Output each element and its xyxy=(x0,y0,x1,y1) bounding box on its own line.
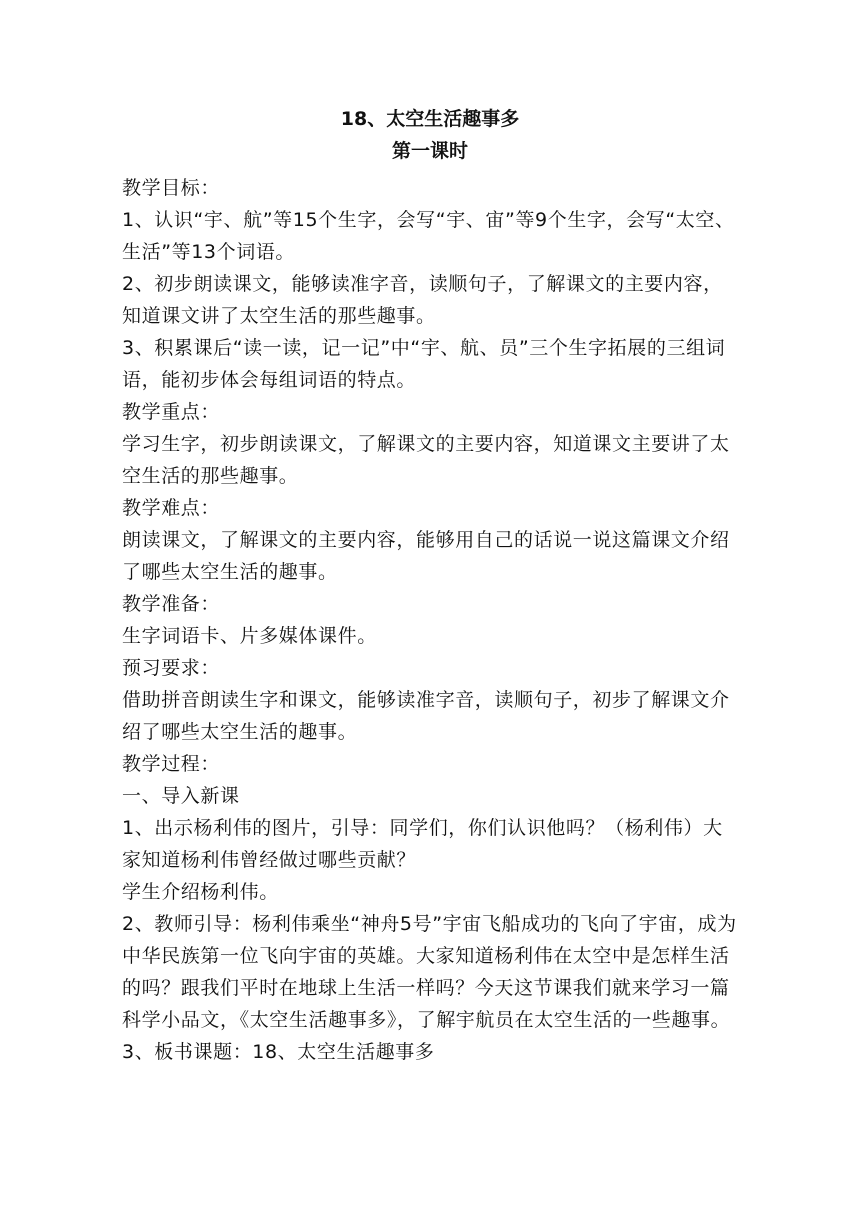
key-points-text: 学习生字，初步朗读课文，了解课文的主要内容，知道课文主要讲了太空生活的那些趣事。 xyxy=(122,433,730,487)
key-points-heading: 教学重点： xyxy=(122,401,221,423)
goal-3: 3、积累课后“读一读，记一记”中“宇、航、员”三个生字拓展的三组词语，能初步体会每组词语的特点。 xyxy=(122,337,726,391)
preview-heading: 预习要求： xyxy=(122,657,221,679)
difficult-points-text: 朗读课文，了解课文的主要内容，能够用自己的话说一说这篇课文介绍了哪些太空生活的趣事。 xyxy=(122,529,730,583)
preparation-text: 生字词语卡、片多媒体课件。 xyxy=(122,625,377,647)
step-3: 3、板书课题：18、太空生活趣事多 xyxy=(122,1041,435,1063)
step-intro: 一、导入新课 xyxy=(122,785,240,807)
step-1b: 学生介绍杨利伟。 xyxy=(122,881,279,903)
step-2: 2、教师引导：杨利伟乘坐“神舟5号”宇宙飞船成功的飞向了宇宙，成为中华民族第一位飞向宇宙的英雄。大家知道杨利伟在太空中是怎样生活的吗？跟我们平时在地球上生活一样吗？今天这节课我们就来学习一篇科学小品文，《太空生活趣事多》，了解宇航员在太空生活的一些趣事。 xyxy=(122,913,737,1031)
goal-1: 1、认识“宇、航”等15个生字，会写“宇、宙”等9个生字，会写“太空、生活”等13个词语。 xyxy=(122,209,735,263)
document-title: 18、太空生活趣事多 xyxy=(340,108,520,130)
process-heading: 教学过程： xyxy=(122,753,221,775)
goals-heading: 教学目标： xyxy=(122,177,221,199)
document-body xyxy=(122,172,738,1068)
preview-text: 借助拼音朗读生字和课文，能够读准字音，读顺句子，初步了解课文介绍了哪些太空生活的趣事。 xyxy=(122,689,730,743)
difficult-points-heading: 教学难点： xyxy=(122,497,221,519)
step-1: 1、出示杨利伟的图片，引导：同学们，你们认识他吗？（杨利伟）大家知道杨利伟曾经做过哪些贡献？ xyxy=(122,817,723,871)
preparation-heading: 教学准备： xyxy=(122,593,221,615)
document-subtitle: 第一课时 xyxy=(391,140,468,162)
goal-2: 2、初步朗读课文，能够读准字音，读顺句子，了解课文的主要内容，知道课文讲了太空生活的那些趣事。 xyxy=(122,273,723,327)
